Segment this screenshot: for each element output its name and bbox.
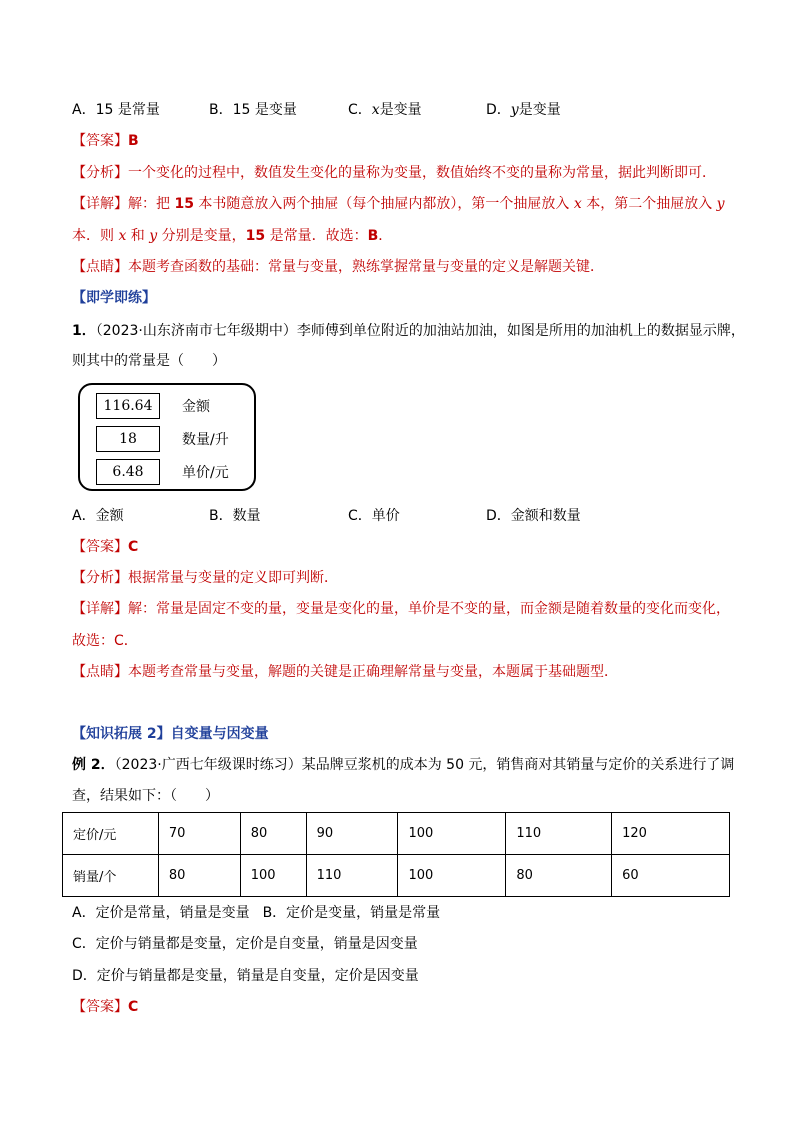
pump-quantity-value: 18 (96, 426, 160, 452)
q1-answer: 【答案】C (72, 539, 139, 555)
ex2-stem-line2: 查，结果如下：（ ） (72, 788, 219, 804)
q1-detail-line2: 故选：C． (72, 633, 138, 649)
table-cell: 60 (612, 855, 730, 897)
prev-option-b: B．15 是变量 (209, 102, 297, 118)
prev-analysis: 【分析】一个变化的过程中，数值发生变化的量称为变量，数值始终不变的量称为常量，据此判断即可． (72, 165, 716, 181)
ex2-stem-line1: 例 2．（2023·广西七年级课时练习）某品牌豆浆机的成本为 50 元，销售商对其销量与定价的关系进行了调 (72, 757, 735, 773)
q1-option-d: D．金额和数量 (486, 508, 581, 524)
ex2-options-ab (72, 903, 440, 923)
ex2-option-d: D．定价与销量都是变量，销量是自变量，定价是因变量 (72, 968, 419, 984)
practice-heading: 【即学即练】 (72, 290, 156, 306)
q1-detail-line1: 【详解】解：常量是固定不变的量，变量是变化的量，单价是不变的量，而金额是随着数量的变化而变化， (72, 601, 730, 617)
ex2-option-b: B．定价是变量，销量是常量 (262, 905, 441, 921)
q1-option-c: C．单价 (348, 508, 400, 524)
q1-analysis: 【分析】根据常量与变量的定义即可判断． (72, 570, 338, 586)
table-cell: 80 (506, 855, 612, 897)
pump-row-amount (96, 393, 246, 419)
pump-amount-value: 116.64 (96, 393, 160, 419)
table-row (63, 813, 730, 855)
ex2-option-c: C．定价与销量都是变量，定价是自变量，销量是因变量 (72, 936, 418, 952)
table-row (63, 855, 730, 897)
prev-option-c: C．x是变量 (348, 102, 422, 118)
q1-option-b: B．数量 (209, 508, 261, 524)
q1-stem-line1: 1．（2023·山东济南市七年级期中）李师傅到单位附近的加油站加油，如图是所用的加油机上的数据显示牌， (72, 323, 745, 339)
pump-row-quantity (96, 426, 246, 452)
fuel-pump-display (78, 383, 256, 491)
pump-amount-label: 金额 (182, 399, 210, 415)
table-cell: 90 (306, 813, 398, 855)
pump-unit-price-value: 6.48 (96, 459, 160, 485)
prev-option-a: A．15 是常量 (72, 102, 160, 118)
pump-quantity-label: 数量/升 (182, 432, 229, 448)
prev-detail-line2: 本．则 x 和 y 分别是变量，15 是常量．故选：B． (72, 228, 393, 244)
table-cell: 110 (306, 855, 398, 897)
ex2-answer: 【答案】C (72, 999, 139, 1015)
table-cell: 110 (506, 813, 612, 855)
table-cell: 100 (240, 855, 306, 897)
table-cell: 100 (398, 855, 506, 897)
table-cell: 80 (158, 855, 240, 897)
pump-unit-price-label: 单价/元 (182, 465, 229, 481)
prev-option-d: D．y是变量 (486, 102, 561, 118)
table-cell: 100 (398, 813, 506, 855)
prev-comment: 【点睛】本题考查函数的基础：常量与变量，熟练掌握常量与变量的定义是解题关键． (72, 259, 604, 275)
price-sales-table (62, 812, 730, 897)
ex2-option-a: A．定价是常量，销量是变量 (72, 905, 250, 921)
q1-options-row (72, 506, 581, 526)
prev-answer: 【答案】B (72, 133, 139, 149)
pump-row-unit-price (96, 459, 246, 485)
section-heading: 【知识拓展 2】自变量与因变量 (72, 726, 269, 742)
q1-stem-line2: 则其中的常量是（ ） (72, 353, 226, 369)
table-cell: 120 (612, 813, 730, 855)
table-cell: 70 (158, 813, 240, 855)
table-cell: 80 (240, 813, 306, 855)
q1-option-a: A．金额 (72, 508, 124, 524)
prev-options-row (72, 100, 561, 120)
row-header-price: 定价/元 (63, 813, 159, 855)
row-header-sales: 销量/个 (63, 855, 159, 897)
prev-detail-line1: 【详解】解：把 15 本书随意放入两个抽屉（每个抽屉内都放），第一个抽屉放入 x 本，第二个抽屉放入 y (72, 196, 725, 212)
q1-comment: 【点睛】本题考查常量与变量，解题的关键是正确理解常量与变量，本题属于基础题型． (72, 664, 618, 680)
